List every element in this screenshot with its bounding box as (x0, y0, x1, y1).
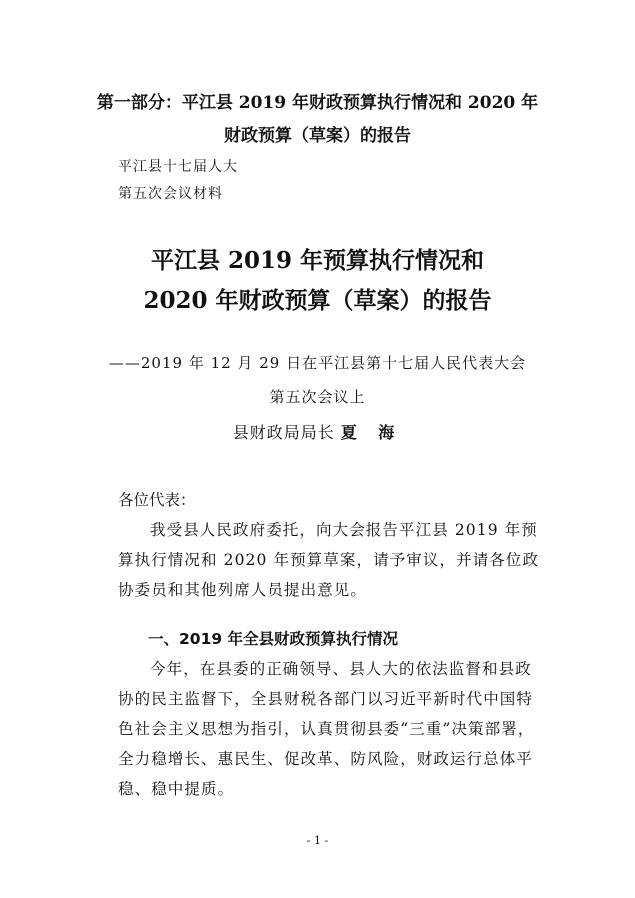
meta-line-2: 第五次会议材料 (118, 186, 223, 202)
part-title-line-2: 财政预算（草案）的报告 (224, 126, 411, 146)
report-title-line-1: 平江县 2019 年预算执行情况和 (150, 247, 485, 274)
occasion-line-1: ——2019 年 12 月 29 日在平江县第十七届人民代表大会 (108, 354, 527, 372)
part-title-line-1: 第一部分：平江县 2019 年财政预算执行情况和 2020 年 (96, 93, 539, 113)
salutation: 各位代表： (118, 491, 196, 509)
occasion-line-2: 第五次会议上 (269, 388, 366, 406)
section-1-heading: 一、2019 年全县财政预算执行情况 (148, 630, 399, 648)
report-title-line-2: 2020 年财政预算（草案）的报告 (143, 287, 492, 314)
section-1-paragraph: 今年，在县委的正确领导、县人大的依法监督和县政协的民主监督下，全县财税各部门以习近平新时代中国特色社会主义思想为指引，认真贯彻县委“三重”决策部署，全力稳增长、惠民生、促改革、防风险，财政运行总体平稳、稳中提质。 (118, 660, 535, 798)
intro-paragraph: 我受县人民政府委托，向大会报告平江县 2019 年预算执行情况和 2020 年预算草案，请予审议，并请各位政协委员和其他列席人员提出意见。 (118, 521, 540, 599)
meta-line-1: 平江县十七届人大 (118, 159, 238, 175)
page-number: - 1 - (306, 834, 329, 847)
author-line (0, 420, 635, 443)
author-name: 夏 海 (340, 423, 403, 442)
author-title: 县财政局局长 (232, 423, 335, 442)
